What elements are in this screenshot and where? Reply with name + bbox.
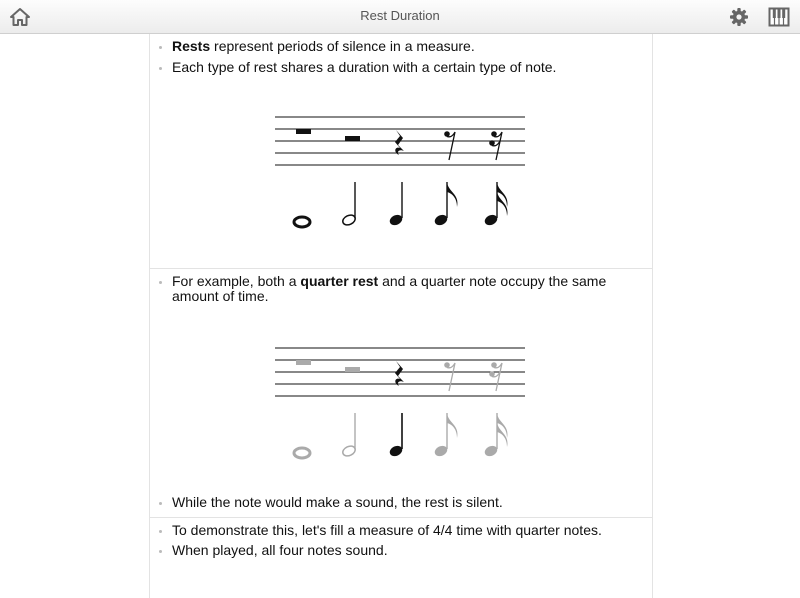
sixteenth-note-dimmed <box>483 413 507 458</box>
section-rest-types <box>150 34 652 268</box>
sixteenth-rest-dimmed <box>489 362 502 391</box>
quarter-rest <box>395 130 404 155</box>
bullet-quarter-example <box>172 274 632 304</box>
lesson-content <box>149 34 653 598</box>
sixteenth-note <box>483 182 507 227</box>
settings-button[interactable] <box>726 4 752 30</box>
half-rest-dimmed <box>345 367 360 372</box>
half-rest <box>345 136 360 141</box>
eighth-note-dimmed <box>433 413 457 458</box>
sixteenth-rest <box>489 131 502 160</box>
whole-note-dimmed <box>294 448 310 458</box>
half-note <box>341 182 357 227</box>
piano-keyboard-icon <box>768 7 790 27</box>
keyword-quarter-rest: quarter rest <box>300 273 379 289</box>
bullet-rest-note-duration: Each type of rest shares a duration with a certain type of note. <box>172 60 632 75</box>
eighth-note <box>433 182 457 227</box>
quarter-rest-highlighted <box>395 361 404 386</box>
bullet-four-notes-sound: When played, all four notes sound. <box>172 543 632 558</box>
quarter-note <box>388 182 404 227</box>
quarter-highlight-figure <box>275 343 527 463</box>
eighth-rest <box>444 131 455 160</box>
rests-and-notes-figure <box>275 112 527 232</box>
gear-icon <box>729 7 749 27</box>
keyboard-button[interactable] <box>766 4 792 30</box>
section-demonstration <box>150 518 652 598</box>
page-title: Rest Duration <box>360 8 440 23</box>
half-note-dimmed <box>341 413 357 458</box>
eighth-rest-dimmed <box>444 362 455 391</box>
bullet-text: and a quarter note occupy the same amount of time. <box>172 273 607 304</box>
whole-rest <box>296 129 311 134</box>
bullet-rests-definition <box>172 39 632 54</box>
section-quarter-example <box>150 269 652 517</box>
whole-note <box>294 217 310 227</box>
whole-rest-dimmed <box>296 360 311 365</box>
bullet-note-sound-rest-silent: While the note would make a sound, the rest is silent. <box>172 495 632 510</box>
top-bar <box>0 0 800 34</box>
bullet-demonstrate-measure: To demonstrate this, let's fill a measure of 4/4 time with quarter notes. <box>172 523 632 538</box>
bullet-text: For example, both a <box>172 273 301 289</box>
keyword-rests: Rests <box>172 38 211 54</box>
bullet-text: represent periods of silence in a measure. <box>210 38 475 54</box>
quarter-note-highlighted <box>388 413 404 458</box>
